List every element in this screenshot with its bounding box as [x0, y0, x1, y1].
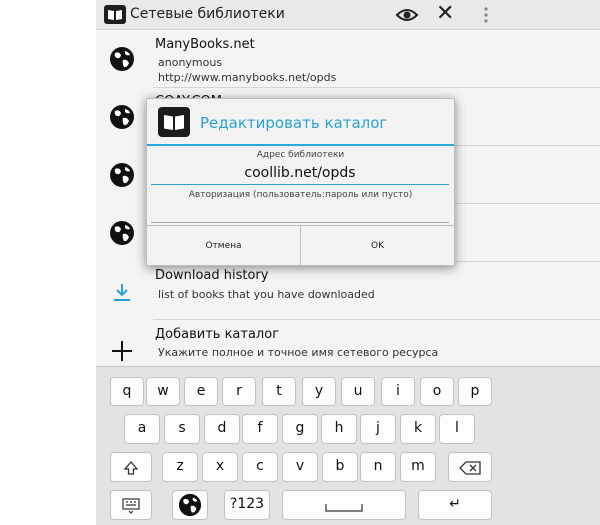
- key-b[interactable]: b: [322, 452, 358, 482]
- key-x[interactable]: x: [202, 452, 238, 482]
- keyboard-settings-key[interactable]: [110, 490, 152, 520]
- key-e[interactable]: e: [184, 377, 218, 406]
- backspace-key[interactable]: [448, 452, 492, 482]
- catalog-user: anonymous: [158, 56, 223, 69]
- key-d[interactable]: d: [204, 414, 240, 444]
- download-history-subtitle: list of books that you have downloaded: [158, 288, 375, 301]
- address-underline: [151, 184, 449, 185]
- cancel-button[interactable]: Отмена: [147, 226, 301, 266]
- globe-icon: [109, 162, 135, 188]
- download-history-item[interactable]: [96, 262, 600, 320]
- catalog-title: ManyBooks.net: [155, 37, 255, 52]
- add-catalog-item[interactable]: [96, 320, 600, 366]
- ok-button[interactable]: OK: [371, 241, 384, 251]
- key-u[interactable]: u: [341, 377, 375, 406]
- soft-keyboard: [96, 366, 600, 525]
- key-n[interactable]: n: [360, 452, 396, 482]
- edit-catalog-dialog: [146, 98, 455, 266]
- close-icon[interactable]: ✕: [436, 1, 455, 26]
- globe-icon: [109, 46, 135, 72]
- key-k[interactable]: k: [400, 414, 436, 444]
- key-r[interactable]: r: [222, 377, 256, 406]
- key-w[interactable]: w: [146, 377, 180, 406]
- catalog-url: http://www.manybooks.net/opds: [158, 71, 337, 84]
- key-s[interactable]: s: [164, 414, 200, 444]
- language-key[interactable]: [172, 490, 208, 520]
- add-catalog-title: Добавить каталог: [155, 327, 280, 342]
- auth-field[interactable]: [151, 195, 449, 223]
- shift-key[interactable]: [110, 452, 152, 482]
- eye-icon[interactable]: [395, 6, 419, 24]
- key-y[interactable]: y: [302, 377, 336, 406]
- key-o[interactable]: o: [420, 377, 454, 406]
- overflow-menu-icon[interactable]: [484, 6, 488, 24]
- key-c[interactable]: c: [242, 452, 278, 482]
- key-a[interactable]: a: [124, 414, 160, 444]
- book-icon: [158, 107, 190, 137]
- space-key[interactable]: [282, 490, 406, 520]
- dialog-title: Редактировать каталог: [200, 114, 388, 132]
- page-title: Сетевые библиотеки: [130, 6, 285, 22]
- key-j[interactable]: j: [360, 414, 396, 444]
- auth-label: Авторизация (пользователь:пароль или пусто): [188, 190, 413, 200]
- backspace-icon: [459, 461, 481, 475]
- key-m[interactable]: m: [400, 452, 436, 482]
- auth-underline: [151, 222, 449, 223]
- screen: [96, 0, 600, 525]
- list-item[interactable]: [96, 30, 600, 88]
- keyboard-icon: [122, 498, 140, 514]
- key-v[interactable]: v: [282, 452, 318, 482]
- key-t[interactable]: t: [262, 377, 296, 406]
- key-h[interactable]: h: [321, 414, 357, 444]
- space-icon: [324, 503, 364, 513]
- dialog-buttons: [147, 225, 454, 266]
- globe-icon: [109, 220, 135, 246]
- book-icon[interactable]: [104, 5, 126, 24]
- address-field[interactable]: [151, 157, 449, 185]
- key-z[interactable]: z: [162, 452, 198, 482]
- symbols-key[interactable]: ?123: [224, 490, 270, 520]
- action-bar: [96, 0, 600, 30]
- address-label: Адрес библиотеки: [256, 150, 345, 160]
- key-q[interactable]: q: [110, 377, 144, 406]
- add-catalog-subtitle: Укажите полное и точное имя сетевого ресурса: [158, 346, 439, 359]
- download-history-title: Download history: [155, 268, 269, 283]
- globe-icon: [109, 104, 135, 130]
- shift-icon: [123, 460, 139, 476]
- download-icon: [109, 280, 135, 306]
- dialog-header: [147, 99, 454, 146]
- key-g[interactable]: g: [282, 414, 318, 444]
- key-l[interactable]: l: [439, 414, 475, 444]
- key-f[interactable]: f: [242, 414, 278, 444]
- address-value: coollib.net/opds: [244, 165, 356, 181]
- key-p[interactable]: p: [458, 377, 492, 406]
- plus-icon: [109, 338, 135, 364]
- enter-key[interactable]: ↵: [418, 490, 492, 520]
- key-i[interactable]: i: [381, 377, 415, 406]
- globe-icon: [178, 493, 202, 517]
